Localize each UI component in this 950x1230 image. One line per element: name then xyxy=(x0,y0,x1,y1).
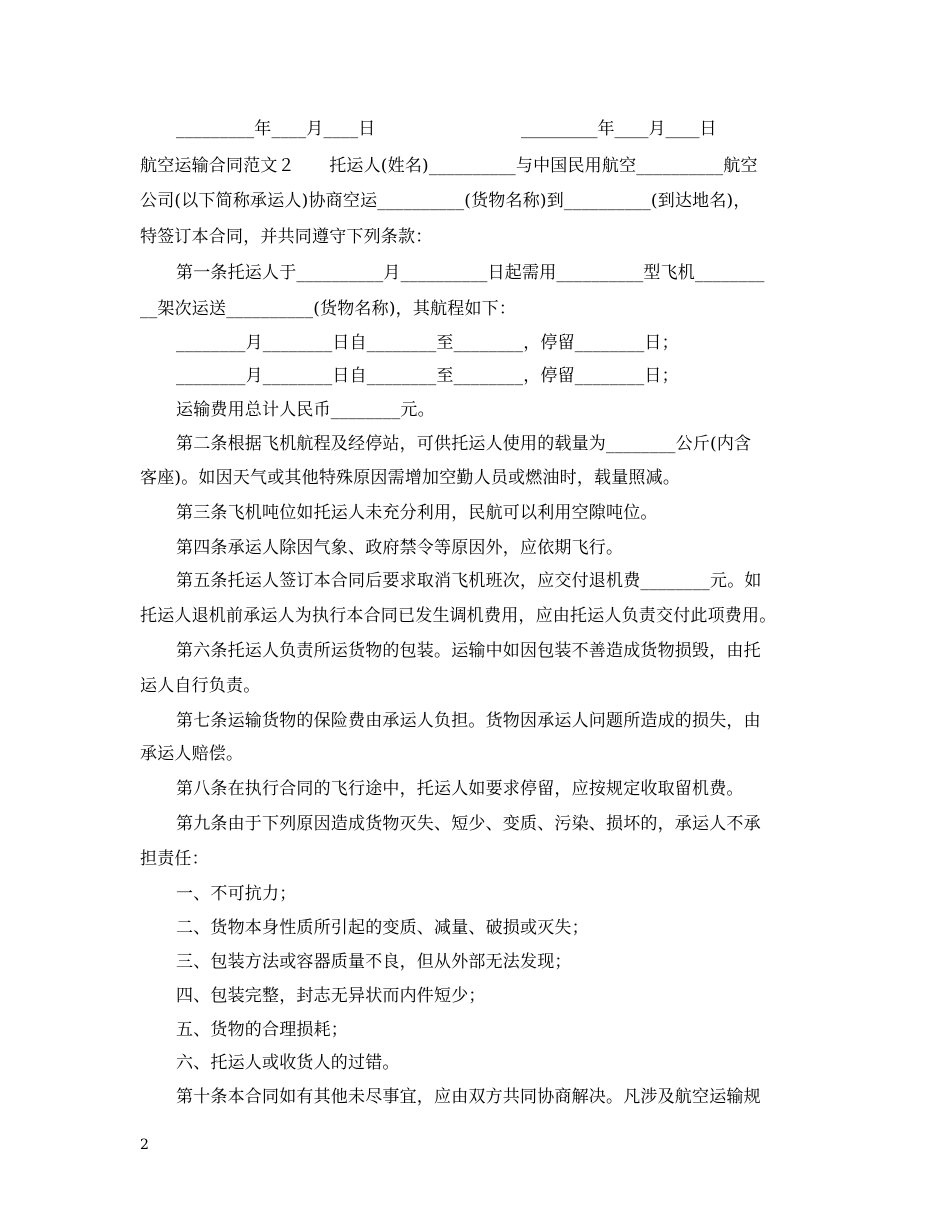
exemption-item: 三、包装方法或容器质量不良，但从外部无法发现； xyxy=(176,952,572,972)
date-line-right: _________年____月____日 xyxy=(521,119,717,139)
clause-7: 第七条运输货物的保险费由承运人负担。货物因承运人问题所造成的损失，由 xyxy=(176,711,761,731)
clause-2: 第二条根据飞机航程及经停站，可供托运人使用的载量为________公斤(内含 xyxy=(176,434,752,454)
body-line: 客座)。如因天气或其他特殊原因需增加空勤人员或燃油时，载量照减。 xyxy=(140,468,681,488)
clause-8: 第八条在执行合同的飞行途中，托运人如要求停留，应按规定收取留机费。 xyxy=(176,779,744,799)
exemption-item: 六、托运人或收货人的过错。 xyxy=(176,1053,400,1073)
body-line: 公司(以下简称承运人)协商空运__________(货物名称)到__________(到达地名)， xyxy=(140,191,751,211)
body-line: 运人自行负责。 xyxy=(140,676,261,696)
contract-title-line: 航空运输合同范文２ 托运人(姓名)__________与中国民用航空__________航空 xyxy=(140,156,758,176)
body-line: 承运人赔偿。 xyxy=(140,744,244,764)
page-number: 2 xyxy=(140,1137,149,1153)
clause-5: 第五条托运人签订本合同后要求取消飞机班次，应交付退机费________元。如 xyxy=(176,571,762,591)
body-line: 托运人退机前承运人为执行本合同已发生调机费用，应由托运人负责交付此项费用。 xyxy=(140,606,777,626)
date-line-left: _________年____月____日 xyxy=(176,119,376,139)
exemption-item: 一、不可抗力； xyxy=(176,884,297,904)
fee-line: 运输费用总计人民币________元。 xyxy=(176,400,435,420)
exemption-item: 五、货物的合理损耗； xyxy=(176,1020,348,1040)
clause-9: 第九条由于下列原因造成货物灭失、短少、变质、污染、损坏的，承运人不承 xyxy=(176,814,761,834)
clause-3: 第三条飞机吨位如托运人未充分利用，民航可以利用空隙吨位。 xyxy=(176,503,658,523)
route-line-1: ________月________日自________至________，停留________日； xyxy=(176,333,679,353)
exemption-item: 四、包装完整，封志无异状而内件短少； xyxy=(176,986,486,1006)
exemption-item: 二、货物本身性质所引起的变质、减量、破损或灭失； xyxy=(176,918,589,938)
body-line: 担责任： xyxy=(140,849,209,869)
clause-4: 第四条承运人除因气象、政府禁令等原因外，应依期飞行。 xyxy=(176,538,624,558)
route-line-2: ________月________日自________至________，停留________日； xyxy=(176,366,679,386)
body-line: 特签订本合同，并共同遵守下列条款： xyxy=(140,227,433,247)
body-line: __架次运送__________(货物名称)，其航程如下： xyxy=(140,299,517,319)
clause-1: 第一条托运人于__________月__________日起需用__________型飞机________ xyxy=(176,263,765,283)
clause-6: 第六条托运人负责所运货物的包装。运输中如因包装不善造成货物损毁，由托 xyxy=(176,641,761,661)
clause-10: 第十条本合同如有其他未尽事宜，应由双方共同协商解决。凡涉及航空运输规 xyxy=(176,1087,761,1107)
